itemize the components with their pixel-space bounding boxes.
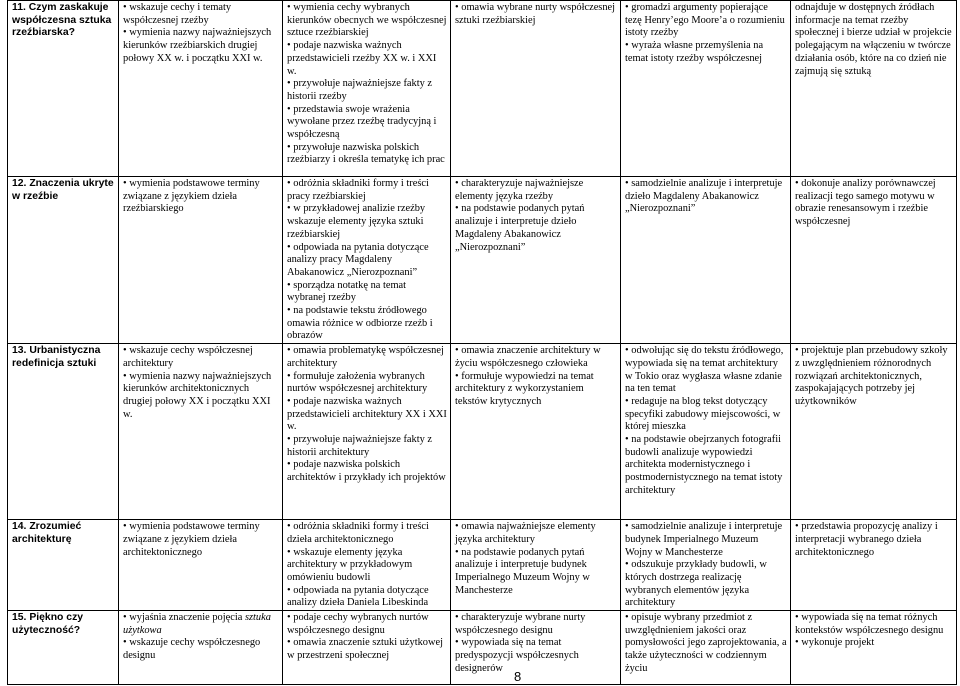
list-item: • wyjaśnia znaczenie pojęcia sztuka użytkowa [123, 612, 279, 637]
list-item: • omawia problematykę współczesnej architektury [287, 345, 447, 370]
basic-requirements-cell [119, 611, 283, 685]
list-item: • wskazuje cechy współczesnego designu [123, 637, 279, 662]
table-row [8, 520, 957, 611]
standard-requirements-cell [283, 177, 451, 344]
basic-requirements-cell [119, 1, 283, 177]
list-item: • przywołuje nazwiska polskich rzeźbiarzy i określa tematykę ich prac [287, 142, 447, 167]
extended-requirements-cell [451, 344, 621, 520]
topic-cell: 15. Piękno czy użyteczność? [8, 611, 119, 685]
topic-cell: 11. Czym zaskakuje współczesna sztuka rzeźbiarska? [8, 1, 119, 177]
list-item: • redaguje na blog tekst dotyczący specyfiki zabudowy miejscowości, w której mieszka [625, 396, 787, 434]
term-italic: sztuka użytkowa [123, 612, 271, 636]
list-item: • dokonuje analizy porównawczej realizacji tego samego motywu w obrazie renesansowym i rzeźbie współczesnej [795, 178, 953, 229]
basic-requirements-cell [119, 520, 283, 611]
list-item: • wskazuje cechy współczesnej architektury [123, 345, 279, 370]
list-item: • odróżnia składniki formy i treści dzieła architektonicznego [287, 521, 447, 546]
extended-requirements-cell [451, 1, 621, 177]
list-item: • przywołuje najważniejsze fakty z historii rzeźby [287, 78, 447, 103]
list-item: • formułuje założenia wybranych nurtów współczesnej architektury [287, 371, 447, 396]
list-item: • na podstawie obejrzanych fotografii budowli analizuje wypowiedzi architekta modernistycznego i postmodernistycznego na temat istoty architektury [625, 434, 787, 498]
list-item: • wyraża własne przemyślenia na temat istoty rzeźby współczesnej [625, 40, 787, 65]
list-item: • podaje nazwiska polskich architektów i przykłady ich projektów [287, 459, 447, 484]
standard-requirements-cell [283, 344, 451, 520]
topic-cell: 12. Znaczenia ukryte w rzeźbie [8, 177, 119, 344]
list-item: • wypowiada się na temat predyspozycji współczesnych designerów [455, 637, 617, 675]
list-item: • omawia wybrane nurty współczesnej sztuki rzeźbiarskiej [455, 2, 617, 27]
complete-requirements-cell [621, 177, 791, 344]
list-item: • podaje nazwiska ważnych przedstawicieli rzeźby XX w. i XXI w. [287, 40, 447, 78]
list-item: • odpowiada na pytania dotyczące analizy pracy Magdaleny Abakanowicz „Nierozpoznani” [287, 242, 447, 280]
list-item: • formułuje wypowiedzi na temat architektury z wykorzystaniem tekstów krytycznych [455, 371, 617, 409]
list-item: • wymienia cechy wybranych kierunków obecnych we współczesnej sztuce rzeźbiarskiej [287, 2, 447, 40]
list-item: • wskazuje cechy i tematy współczesnej rzeźby [123, 2, 279, 27]
list-item: • odszukuje przykłady budowli, w których dostrzega realizację wybranych elementów języka architektury [625, 559, 787, 610]
exceeding-requirements-cell [791, 520, 957, 611]
list-item: • wymienia podstawowe terminy związane z językiem dzieła architektonicznego [123, 521, 279, 559]
table-row [8, 177, 957, 344]
cell-text: odnajduje w dostępnych źródłach informacje na temat rzeźby społecznej i bierze udział w projekcie polegającym na włączeniu w twórcze działania osób, które na co dzień nie zajmują się sztuką [795, 2, 952, 77]
basic-requirements-cell [119, 344, 283, 520]
exceeding-requirements-cell [791, 611, 957, 685]
list-item: • odróżnia składniki formy i treści pracy rzeźbiarskiej [287, 178, 447, 203]
standard-requirements-cell [283, 1, 451, 177]
extended-requirements-cell [451, 177, 621, 344]
page-number: 8 [514, 669, 522, 684]
extended-requirements-cell [451, 520, 621, 611]
list-item: • charakteryzuje najważniejsze elementy języka rzeźby [455, 178, 617, 203]
list-item: • wymienia nazwy najważniejszych kierunków architektonicznych drugiej połowy XX i początku XXI w. [123, 371, 279, 422]
list-item: • na podstawie podanych pytań analizuje i interpretuje dzieło Magdaleny Abakanowicz „Nierozpoznani” [455, 203, 617, 254]
list-item: • przedstawia propozycję analizy i interpretacji wybranego dzieła architektonicznego [795, 521, 953, 559]
list-item: • gromadzi argumenty popierające tezę Henry’ego Moore’a o rozumieniu istoty rzeźby [625, 2, 787, 40]
topic-cell: 13. Urbanistyczna redefinicja sztuki [8, 344, 119, 520]
list-item: • opisuje wybrany przedmiot z uwzględnieniem jakości oraz pomysłowości jego zaprojektowania, a także użyteczności w codziennym życiu [625, 612, 787, 676]
list-item: • podaje nazwiska ważnych przedstawicieli architektury XX i XXI w. [287, 396, 447, 434]
list-item: • podaje cechy wybranych nurtów współczesnego designu [287, 612, 447, 637]
list-item: • samodzielnie analizuje i interpretuje budynek Imperialnego Muzeum Wojny w Manchesterze [625, 521, 787, 559]
list-item: • omawia znaczenie sztuki użytkowej w przestrzeni społecznej [287, 637, 447, 662]
exceeding-requirements-cell [791, 1, 957, 177]
table-row [8, 611, 957, 685]
requirements-table [7, 0, 957, 685]
exceeding-requirements-cell [791, 344, 957, 520]
list-item: • wykonuje projekt [795, 637, 953, 650]
list-item: • na podstawie podanych pytań analizuje i interpretuje budynek Imperialnego Muzeum Wojny w Manchesterze [455, 547, 617, 598]
list-item: • przywołuje najważniejsze fakty z historii architektury [287, 434, 447, 459]
table-row [8, 1, 957, 177]
list-item: • w przykładowej analizie rzeźby wskazuje elementy języka sztuki rzeźbiarskiej [287, 203, 447, 241]
table-row [8, 344, 957, 520]
list-item: • na podstawie tekstu źródłowego omawia różnice w odbiorze rzeźb i obrazów [287, 305, 447, 343]
list-item: • odpowiada na pytania dotyczące analizy dzieła Daniela Libeskinda [287, 585, 447, 610]
list-item: • wymienia nazwy najważniejszych kierunków rzeźbiarskich drugiej połowy XX w. i początku XXI w. [123, 27, 279, 65]
standard-requirements-cell [283, 611, 451, 685]
list-item: • charakteryzuje wybrane nurty współczesnego designu [455, 612, 617, 637]
list-item: • sporządza notatkę na temat wybranej rzeźby [287, 280, 447, 305]
complete-requirements-cell [621, 1, 791, 177]
list-item: • omawia znaczenie architektury w życiu współczesnego człowieka [455, 345, 617, 370]
extended-requirements-cell [451, 611, 621, 685]
list-item: • projektuje plan przebudowy szkoły z uwzględnieniem różnorodnych rozwiązań architektonicznych, zaspokajających potrzeby jej użytkowników [795, 345, 953, 409]
complete-requirements-cell [621, 611, 791, 685]
list-item: • samodzielnie analizuje i interpretuje dzieło Magdaleny Abakanowicz „Nierozpoznani” [625, 178, 787, 216]
topic-cell: 14. Zrozumieć architekturę [8, 520, 119, 611]
complete-requirements-cell [621, 344, 791, 520]
list-item: • przedstawia swoje wrażenia wywołane przez rzeźbę tradycyjną i współczesną [287, 104, 447, 142]
standard-requirements-cell [283, 520, 451, 611]
basic-requirements-cell [119, 177, 283, 344]
list-item: • wskazuje elementy języka architektury w przykładowym omówieniu budowli [287, 547, 447, 585]
list-item: • omawia najważniejsze elementy języka architektury [455, 521, 617, 546]
complete-requirements-cell [621, 520, 791, 611]
list-item: • odwołując się do tekstu źródłowego, wypowiada się na temat architektury w Tokio oraz wygłasza własne zdanie na ten temat [625, 345, 787, 396]
exceeding-requirements-cell [791, 177, 957, 344]
list-item: • wypowiada się na temat różnych kontekstów współczesnego designu [795, 612, 953, 637]
list-item: • wymienia podstawowe terminy związane z językiem dzieła rzeźbiarskiego [123, 178, 279, 216]
